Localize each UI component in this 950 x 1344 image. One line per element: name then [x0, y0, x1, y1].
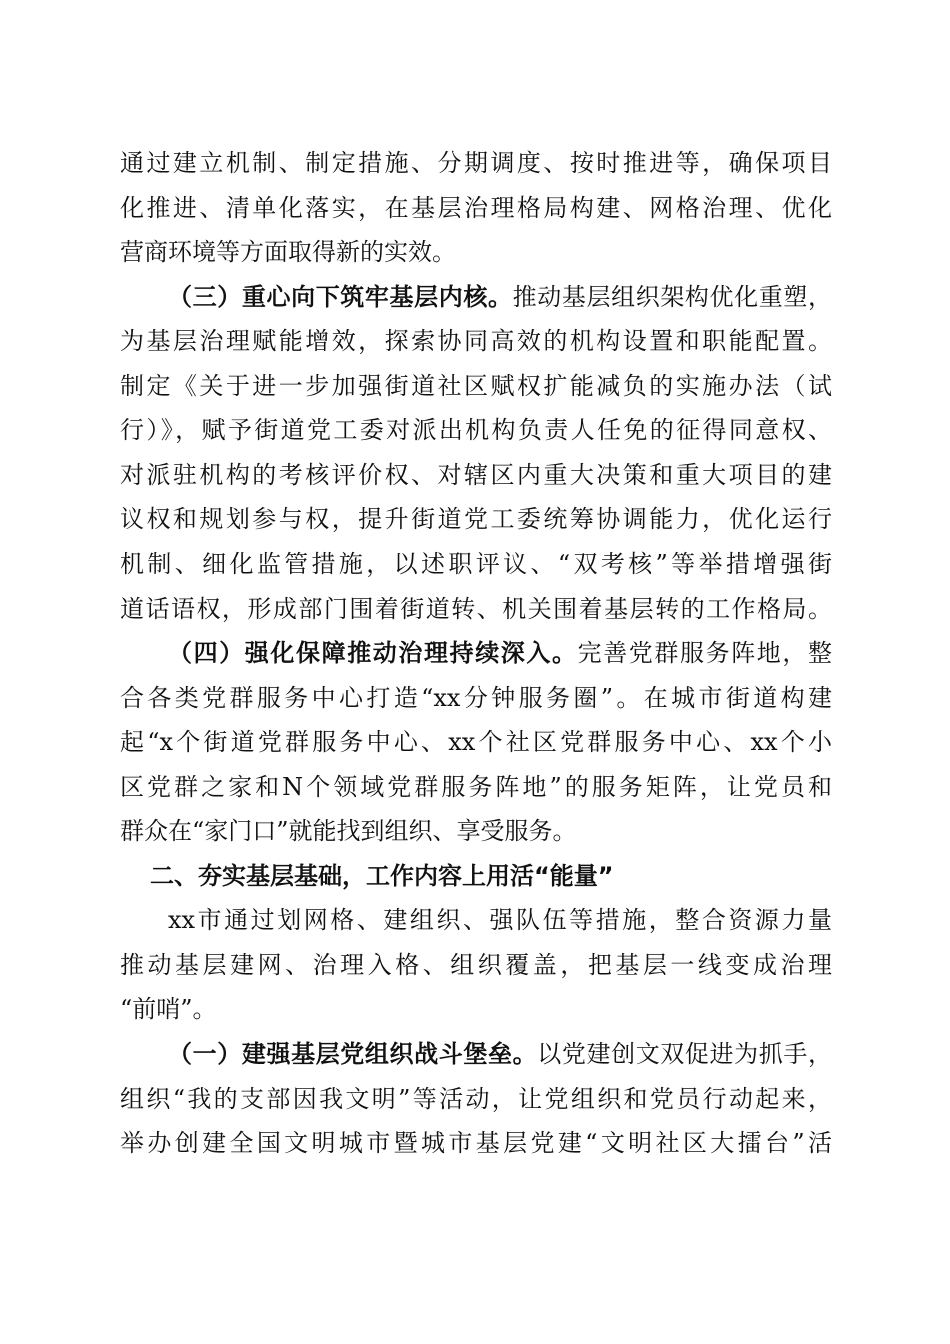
body-line: 群众在“家门口”就能找到组织、享受服务。 [120, 817, 577, 846]
body-line: 道话语权，形成部门围着街道转、机关围着基层转的工作格局。 [120, 594, 832, 623]
body-line: 为基层治理赋能增效，探索协同高效的机构设置和职能配置。 [120, 327, 832, 356]
subheading-3: （三）重心向下筑牢基层内核。 [168, 281, 513, 311]
subheading-4: （四）强化保障推动治理持续深入。 [168, 638, 578, 668]
subheading-line [168, 1039, 832, 1069]
body-line: “前哨”。 [120, 995, 217, 1024]
body-line: 议权和规划参与权，提升街道党工委统筹协调能力，优化运行 [120, 505, 832, 534]
body-line: 推动基层建网、治理入格、组织覆盖，把基层一线变成治理 [120, 950, 832, 979]
body-line: 营商环境等方面取得新的实效。 [120, 238, 456, 267]
body-text: 完善党群服务阵地，整 [577, 639, 833, 668]
body-text: 推动基层组织架构优化重塑， [512, 282, 833, 311]
body-line: 化推进、清单化落实，在基层治理格局构建、网格治理、优化 [120, 193, 832, 222]
body-line: 机制、细化监管措施，以述职评议、“双考核”等举措增强街 [120, 549, 832, 578]
body-line: 组织“我的支部因我文明”等活动，让党组织和党员行动起来， [120, 1084, 832, 1113]
subheading-line [168, 638, 832, 668]
section-heading: 二、夯实基层基础，工作内容上用活“能量” [150, 861, 614, 890]
body-line: 区党群之家和N个领域党群服务阵地”的服务矩阵，让党员和 [120, 772, 832, 801]
body-line: 制定《关于进一步加强街道社区赋权扩能减负的实施办法（试 [120, 371, 832, 400]
body-line: xx市通过划网格、建组织、强队伍等措施，整合资源力量 [168, 906, 832, 935]
body-line: 通过建立机制、制定措施、分期调度、按时推进等，确保项目 [120, 149, 832, 177]
subheading-line [168, 282, 832, 312]
body-line: 举办创建全国文明城市暨城市基层党建“文明社区大擂台”活 [120, 1129, 832, 1158]
subheading-1: （一）建强基层党组织战斗堡垒。 [168, 1039, 538, 1068]
body-text: 以党建创文双促进为抓手， [537, 1040, 833, 1068]
body-line: 起“x个街道党群服务中心、xx个社区党群服务中心、xx个小 [120, 728, 832, 757]
body-line: 合各类党群服务中心打造“xx分钟服务圈”。在城市街道构建 [120, 683, 832, 712]
body-line: 行）》，赋予街道党工委对派出机构负责人任免的征得同意权、 [120, 416, 832, 445]
body-line: 对派驻机构的考核评价权、对辖区内重大决策和重大项目的建 [120, 460, 832, 489]
